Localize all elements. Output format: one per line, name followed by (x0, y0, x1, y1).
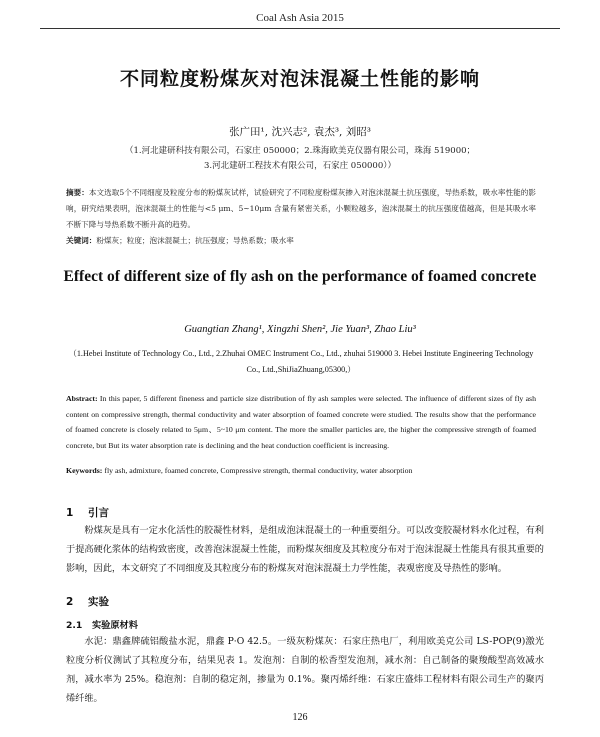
chinese-keywords-label: 关键词： (66, 236, 97, 245)
materials-paragraph: 水泥：鼎鑫牌硫铝酸盐水泥，鼎鑫 P·O 42.5。一级灰粉煤灰：石家庄热电厂，利用欧美克公司 LS-POP(9)激光粒度分析仪测试了其粒度分布，结果见表 1。发泡剂：自制的松香型发泡剂，减水剂：自己制备的聚羧酸型高效减水剂，减水率为 25%。稳泡剂：自制的稳定剂，掺量为 0.1%。聚丙烯纤维：石家庄盛炜工程材料有限公司生产的聚丙烯纤维。 (66, 636, 544, 704)
chinese-abstract (66, 185, 536, 233)
section-heading-introduction (66, 505, 109, 520)
chinese-keywords (66, 235, 536, 246)
english-abstract (66, 391, 536, 453)
english-keywords-label: Keywords: (66, 466, 103, 475)
english-keywords-text: fly ash, admixture, foamed concrete, Compressive strength, thermal conductivity, water absorption (104, 466, 413, 475)
chinese-abstract-label: 摘要： (66, 188, 89, 197)
chinese-keywords-text: 粉煤灰；粒度；泡沫混凝土；抗压强度；导热系数；吸水率 (96, 236, 294, 245)
subsection-title: 实验原材料 (92, 620, 138, 631)
page-number: 126 (292, 712, 308, 723)
running-header: Coal Ash Asia 2015 (256, 12, 344, 24)
chinese-title: 不同粒度粉煤灰对泡沫混凝土性能的影响 (119, 68, 480, 90)
english-keywords (66, 466, 536, 475)
section-title: 引言 (88, 507, 109, 519)
header-rule (40, 28, 560, 29)
section-number: 1 (66, 507, 74, 519)
chinese-affiliation-line-1: （1.河北建研科技有限公司，石家庄 050000；2.珠海欧美克仪器有限公司，珠海 519000； (124, 146, 476, 156)
chinese-affiliation-line-2: 3.河北建研工程技术有限公司，石家庄 050000）） (203, 161, 396, 171)
english-affiliation: （1.Hebei Institute of Technology Co., Ltd., 2.Zhuhai OMEC Instrument Co., Ltd., zhuhai 519000 3. Hebei Institute Engineering Technology Co., Ltd.,ShiJiaZhuang,05300,） (68, 349, 534, 374)
section-number: 2 (66, 596, 74, 608)
introduction-paragraph: 粉煤灰是具有一定水化活性的胶凝性材料，是组成泡沫混凝土的一种重要组分。可以改变胶凝材料水化过程，有利于提高硬化浆体的结构致密度，改善泡沫混凝土性能，而粉煤灰细度及其粒度分布对于泡沫混凝土性能具有很其重要的影响，因此，本文研究了不同细度及其粒度分布的粉煤灰对泡沫混凝土力学性能，表观密度及导热性的影响。 (66, 525, 544, 574)
chinese-abstract-text: 本文选取5个不同细度及粒度分布的粉煤灰试样，试验研究了不同粒度粉煤灰掺入对泡沫混凝土抗压强度，导热系数，吸水率性能的影响，研究结果表明，泡沫混凝土的性能与<5 μm、5~10μm 含量有紧密关系，小颗粒越多，泡沫混凝土的抗压强度值越高，但是其吸水率不断下降与导热系数不断升高的趋势。 (66, 188, 537, 229)
english-abstract-label: Abstract: (66, 394, 98, 403)
subsection-heading-materials (66, 617, 138, 631)
english-title: Effect of different size of fly ash on the performance of foamed concrete (63, 268, 537, 285)
english-abstract-text: In this paper, 5 different fineness and particle size distribution of fly ash samples were selected. The influence of different sizes of fly ash content on compressive strength, thermal conductivity and water absorption of foamed concrete were studied. The results show that the performance of foamed concrete is closely related to 5μm、5~10 μm content. The more the smaller particles are, the higher the compressive strength of foamed concrete, but But its water absorption rate is declining and the heat conduction coefficient is increasing. (66, 394, 536, 450)
english-authors: Guangtian Zhang¹, Xingzhi Shen², Jie Yuan³, Zhao Liu³ (184, 324, 416, 335)
chinese-authors: 张广田¹, 沈兴志², 袁杰³, 刘昭³ (229, 126, 371, 138)
section-heading-experiment (66, 594, 109, 609)
subsection-number: 2.1 (66, 620, 83, 631)
section-title: 实验 (88, 596, 109, 608)
